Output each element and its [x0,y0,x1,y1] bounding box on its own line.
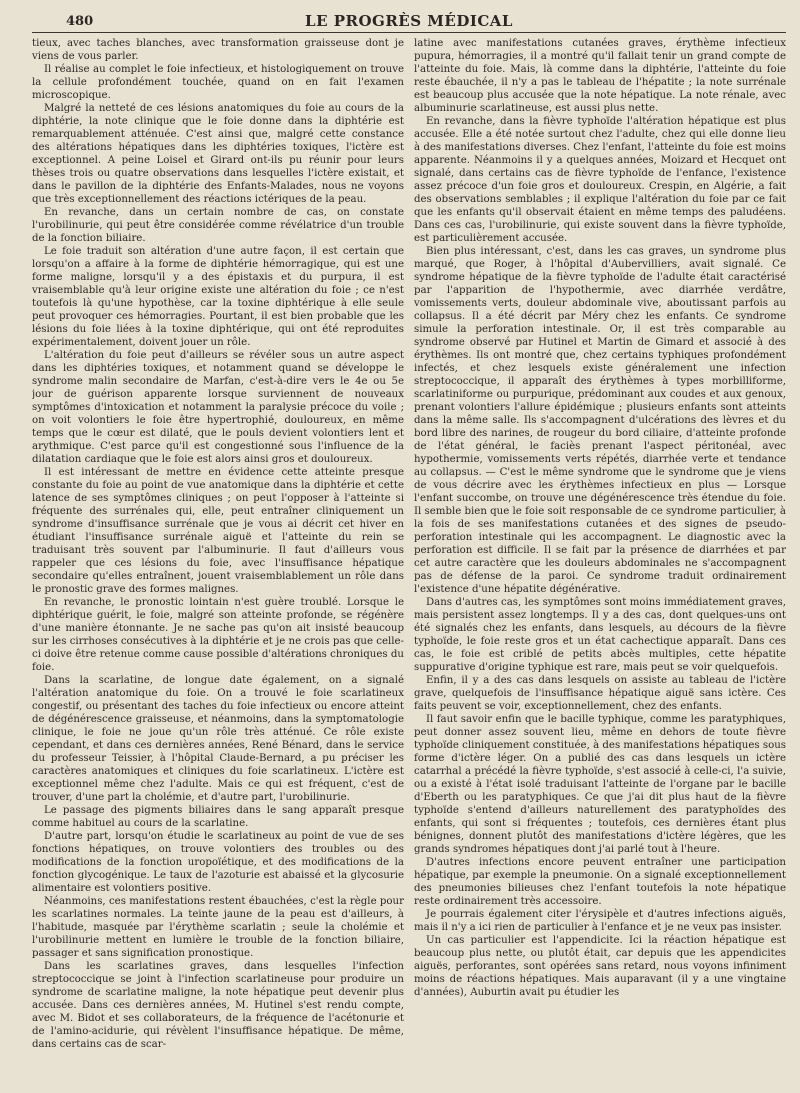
paragraph: Le foie traduit son altération d'une autre façon, il est certain que lorsqu'on a affaire à la forme de diphtérie hémorragique, qui est une forme maligne, lorsqu'il y a des épistaxis et du purpura, il est vraisemblable qu'à leur origine existe une altération du foie ; ce n'est toutefois là qu'une hypothèse, car la toxine diphtérique à elle seule peut provoquer ces hémorragies. Pourtant, il est bien probable que les lésions du foie liées à la toxine diphtérique, qui ont été reproduites expérimentalement, doivent jouer un rôle. [32,246,404,348]
paragraph: Malgré la netteté de ces lésions anatomiques du foie au cours de la diphtérie, la note clinique que le foie donne dans la diphtérie est remarquablement atténuée. C'est ainsi que, malgré cette constance des altérations hépatiques dans les diphtéries toxiques, l'ictère est exceptionnel. A peine Loisel et Girard ont-ils pu réunir pour leurs thèses trois ou quatre observations dans lesquelles l'ictère existait, et dans le pavillon de la diphtérie des Enfants-Malades, nous ne voyons que très exceptionnellement des réactions ictériques de la peau. [32,103,404,205]
text-columns [32,37,786,1085]
paragraph: L'altération du foie peut d'ailleurs se révéler sous un autre aspect dans les diphtéries toxiques, et notamment quand se développe le syndrome malin secondaire de Marfan, c'est-à-dire vers le 4e ou 5e jour de guérison apparente lorsque surviennent de nouveaux symptômes d'intoxication et notamment la paralysie précoce du voile ; on voit volontiers le foie être hypertrophié, douloureux, en même temps que le cœur est dilaté, que le pouls devient volontiers lent et arythmique. C'est parce qu'il est congestionné sous l'influence de la dilatation cardiaque que le foie est alors ainsi gros et douloureux. [32,350,404,465]
paragraph: D'autres infections encore peuvent entraîner une participation hépatique, par exemple la pneumonie. On a signalé exceptionnellement des pneumonies bilieuses chez l'enfant toutefois la note hépatique reste ordinairement très accessoire. [414,857,786,907]
paragraph: Dans les scarlatines graves, dans lesquelles l'infection streptococcique se joint à l'infection scarlatineuse pour produire un syndrome de scarlatine maligne, la note hépatique peut devenir plus accusée. Dans ces dernières années, M. Hutinel s'est rendu compte, avec M. Bidot et ses collaborateurs, de la fréquence de l'acétonurie et de l'amino-acidurie, qui révèlent l'insuffisance hépatique. De même, dans certains cas de scar- [32,961,404,1050]
paragraph: Dans d'autres cas, les symptômes sont moins immédiatement graves, mais persistent assez longtemps. Il y a des cas, dont quelques-uns ont été signalés chez les enfants, dans lesquels, au décours de la fièvre typhoïde, le foie reste gros et un état cachectique apparaît. Dans ces cas, le foie est criblé de petits abcès multiples, cette hépatite suppurative d'origine typhique est rare, mais peut se voir quelquefois. [414,597,786,673]
left-column [32,37,404,1085]
paragraph: latine avec manifestations cutanées graves, érythème infectieux pupura, hémorragies, il a montré qu'il fallait tenir un grand compte de l'atteinte du foie. Mais, là comme dans la diphtérie, l'atteinte du foie reste ébauchée, il n'y a pas le tableau de l'hépatite ; la note surrénale est beaucoup plus accusée que la note hépatique. La note rénale, avec albuminurie scarlatineuse, est aussi plus nette. [414,38,786,114]
journal-title: LE PROGRÈS MÉDICAL [305,12,513,30]
paragraph: Le passage des pigments biliaires dans le sang apparaît presque comme habituel au cours de la scarlatine. [32,805,404,829]
paragraph: tieux, avec taches blanches, avec transformation graisseuse dont je viens de vous parler. [32,38,404,62]
paragraph: Dans la scarlatine, de longue date également, on a signalé l'altération anatomique du foie. On a trouvé le foie scarlatineux congestif, ou présentant des taches du foie infectieux ou encore atteint de dégénérescence graisseuse, et néanmoins, dans la symptomatologie clinique, le foie ne joue qu'un rôle très atténué. Ce rôle existe cependant, et dans ces dernières années, René Bénard, dans le service du professeur Teissier, à l'hôpital Claude-Bernard, a pu préciser les caractères anatomiques et cliniques du foie scarlatineux. L'ictère est exceptionnel même chez l'adulte. Mais ce qui est fréquent, c'est de trouver, d'une part la cholémie, et d'autre part, l'urobilinurie. [32,675,404,803]
right-column [414,37,786,1085]
paragraph: Un cas particulier est l'appendicite. Ici la réaction hépatique est beaucoup plus nette, ou plutôt était, car depuis que les appendicites aiguës, perforantes, sont opérées sans retard, nous voyons infiniment moins de réactions hépatiques. Mais auparavant (il y a une vingtaine d'années), Auburtin avait pu étudier les [414,935,786,998]
paragraph: En revanche, le pronostic lointain n'est guère troublé. Lorsque le diphtérique guérit, le foie, malgré son atteinte profonde, se régénère d'une manière étonnante. Je ne sache pas qu'on ait insisté beaucoup sur les cirrhoses consécutives à la diphtérie et je ne crois pas que celle-ci doive être retenue comme cause possible d'altérations chroniques du foie. [32,597,404,673]
page-header [32,6,786,33]
paragraph: Il faut savoir enfin que le bacille typhique, comme les paratyphiques, peut donner assez souvent lieu, même en dehors de toute fièvre typhoïde cliniquement constituée, à des manifestations hépatiques sous forme d'ictère léger. On a publié des cas dans lesquels un ictère catarrhal a précédé la fièvre typhoïde, s'est associé à celle-ci, l'a suivie, ou a existé à l'état isolé traduisant l'atteinte de l'organe par le bacille d'Eberth ou les paratyphiques. Ce que j'ai dit plus haut de la fièvre typhoïde s'entend d'ailleurs naturellement des paratyphoïdes des enfants, qui sont si fréquentes ; toutefois, ces dernières étant plus bénignes, donnent plutôt des manifestations d'ictère légères, que les grands syndromes hépatiques dont j'ai parlé tout à l'heure. [414,714,786,855]
paragraph: Il réalise au complet le foie infectieux, et histologiquement on trouve la cellule profondément touchée, quand on en fait l'examen microscopique. [32,64,404,101]
paragraph: D'autre part, lorsqu'on étudie le scarlatineux au point de vue de ses fonctions hépatiques, on trouve volontiers des troubles ou des modifications de la fonction uropoïétique, et des modifications de la fonction glycogénique. Le taux de l'azoturie est abaissé et la glycosurie alimentaire est volontiers positive. [32,831,404,894]
paragraph: En revanche, dans un certain nombre de cas, on constate l'urobilinurie, qui peut être considérée comme révélatrice d'un trouble de la fonction biliaire. [32,207,404,244]
paragraph: Je pourrais également citer l'érysipèle et d'autres infections aiguës, mais il n'y a ici rien de particulier à l'enfance et je ne veux pas insister. [414,909,786,933]
paragraph: En revanche, dans la fièvre typhoïde l'altération hépatique est plus accusée. Elle a été notée surtout chez l'adulte, chez qui elle donne lieu à des manifestations diverses. Chez l'enfant, l'atteinte du foie est moins apparente. Néanmoins il y a quelques années, Moizard et Hecquet ont signalé, dans certains cas de fièvre typhoïde de l'enfance, l'existence assez précoce d'un foie gros et douloureux. Crespin, en Algérie, a fait des observations semblables ; il explique l'altération du foie par ce fait que les enfants qu'il observait étaient en même temps des paludéens. Dans ces cas, l'urobilinurie, qui existe souvent dans la fièvre typhoïde, est particulièrement accusée. [414,116,786,244]
paragraph: Enfin, il y a des cas dans lesquels on assiste au tableau de l'ictère grave, quelquefois de l'insuffisance hépatique aiguë sans ictère. Ces faits peuvent se voir, exceptionnellement, chez des enfants. [414,675,786,712]
paragraph: Il est intéressant de mettre en évidence cette atteinte presque constante du foie au point de vue anatomique dans la diphtérie et cette latence de ses symptômes cliniques ; on peut l'opposer à l'atteinte si fréquente des surrénales qui, elle, peut entraîner cliniquement un syndrome d'insuffisance surrénale que je vous ai décrit cet hiver en étudiant l'insuffisance surrénale aiguë et l'atteinte du rein se traduisant très souvent par l'albuminurie. Il faut d'ailleurs vous rappeler que ces lésions du foie, avec l'insuffisance hépatique secondaire qu'elles entraînent, jouent vraisemblablement un rôle dans le pronostic grave des formes malignes. [32,467,404,595]
page-number: 480 [66,14,94,29]
paragraph: Bien plus intéressant, c'est, dans les cas graves, un syndrome plus marqué, que Roger, à l'hôpital d'Aubervilliers, avait signalé. Ce syndrome hépatique de la fièvre typhoïde de l'adulte était caractérisé par l'apparition de l'hypothermie, avec diarrhée verdâtre, vomissements verts, douleur abdominale vive, aboutissant parfois au collapsus. Il a été décrit par Méry chez les enfants. Ce syndrome simule la perforation intestinale. Or, il est très comparable au syndrome observé par Hutinel et Martin de Gimard et associé à des érythèmes. Ils ont montré que, chez certains typhiques profondément infectés, et chez lesquels existe généralement une infection streptococcique, il apparaît des érythèmes à types morbilliforme, scarlatiniforme ou purpurique, prédominant aux coudes et aux genoux, prenant volontiers l'allure épidémique ; plusieurs enfants sont atteints dans la même salle. Ils s'accompagnent d'ulcérations des lèvres et du bord libre des narines, de rougeur du bord ciliaire, d'atteinte profonde de l'état général, le faciès prenant l'aspect péritonéal, avec hypothermie, vomissements verts répétés, diarrhée verte et tendance au collapsus. — C'est le même syndrome que le syndrome que je viens de vous décrire avec les érythèmes infectieux en plus — Lorsque l'enfant succombe, on trouve une dégénérescence très étendue du foie. Il semble bien que le foie soit responsable de ce syndrome particulier, à la fois de ses manifestations cutanées et des signes de pseudo-perforation intestinale qui les accompagnent. Le diagnostic avec la perforation est difficile. Il se fait par la présence de diarrhées et par cet autre caractère que les douleurs abdominales ne s'accompagnent pas de défense de la paroi. Ce syndrome traduit ordinairement l'existence d'une hépatite dégénérative. [414,246,786,595]
paragraph: Néanmoins, ces manifestations restent ébauchées, c'est la règle pour les scarlatines normales. La teinte jaune de la peau est d'ailleurs, à l'habitude, masquée par l'érythème scarlatin ; seule la cholémie et l'urobilinurie mettent en lumière le trouble de la fonction biliaire, passager et sans signification pronostique. [32,896,404,959]
